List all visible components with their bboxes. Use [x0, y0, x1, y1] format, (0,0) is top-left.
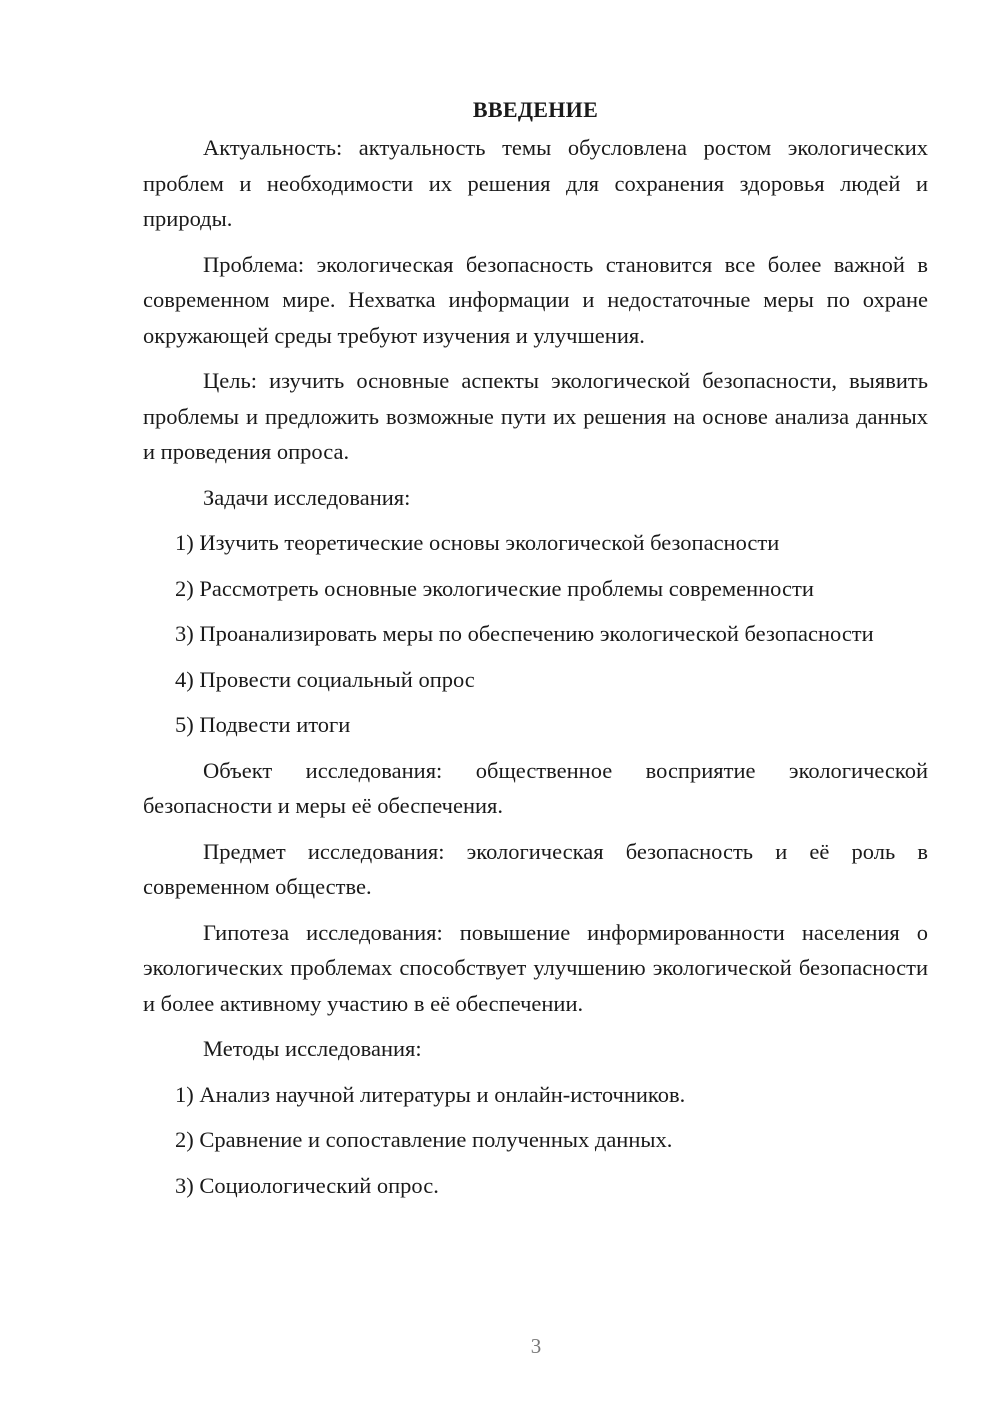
methods-heading: Методы исследования:	[203, 1036, 422, 1061]
goal-paragraph: Цель: изучить основные аспекты экологической безопасности, выявить проблемы и предложить возможные пути их решения на основе анализа данных и проведения опроса.	[143, 368, 928, 464]
list-item: 2) Рассмотреть основные экологические проблемы современности	[175, 575, 814, 601]
list-item: 3) Проанализировать меры по обеспечению экологической безопасности	[175, 621, 874, 646]
relevance-paragraph: Актуальность: актуальность темы обусловлена ростом экологических проблем и необходимости их решения для сохранения здоровья людей и природы.	[143, 135, 928, 231]
page-number: 3	[530, 1334, 542, 1358]
hypothesis-paragraph: Гипотеза исследования: повышение информированности населения о экологических проблемах способствует улучшению экологической безопасности и более активному участию в её обеспечении.	[143, 919, 928, 1016]
list-item: 4) Провести социальный опрос	[175, 666, 475, 692]
subject-paragraph: Предмет исследования: экологическая безопасность и её роль в современном обществе.	[143, 838, 928, 899]
object-paragraph: Объект исследования: общественное восприятие экологической безопасности и меры её обеспечения.	[143, 757, 928, 818]
page-title: ВВЕДЕНИЕ	[472, 97, 599, 122]
list-item: 2) Сравнение и сопоставление полученных данных.	[175, 1127, 673, 1152]
tasks-heading: Задачи исследования:	[203, 484, 411, 510]
list-item: 5) Подвести итоги	[175, 712, 351, 737]
methods-list	[143, 1077, 928, 1204]
list-item: 1) Анализ научной литературы и онлайн-источников.	[175, 1081, 686, 1107]
list-item: 1) Изучить теоретические основы экологической безопасности	[175, 530, 780, 555]
tasks-list	[143, 525, 928, 743]
problem-paragraph: Проблема: экологическая безопасность становится все более важной в современном мире. Нехватка информации и недостаточные меры по охране окружающей среды требуют изучения и улучшения.	[143, 251, 928, 348]
list-item: 3) Социологический опрос.	[175, 1172, 439, 1198]
document-page	[143, 92, 928, 1213]
